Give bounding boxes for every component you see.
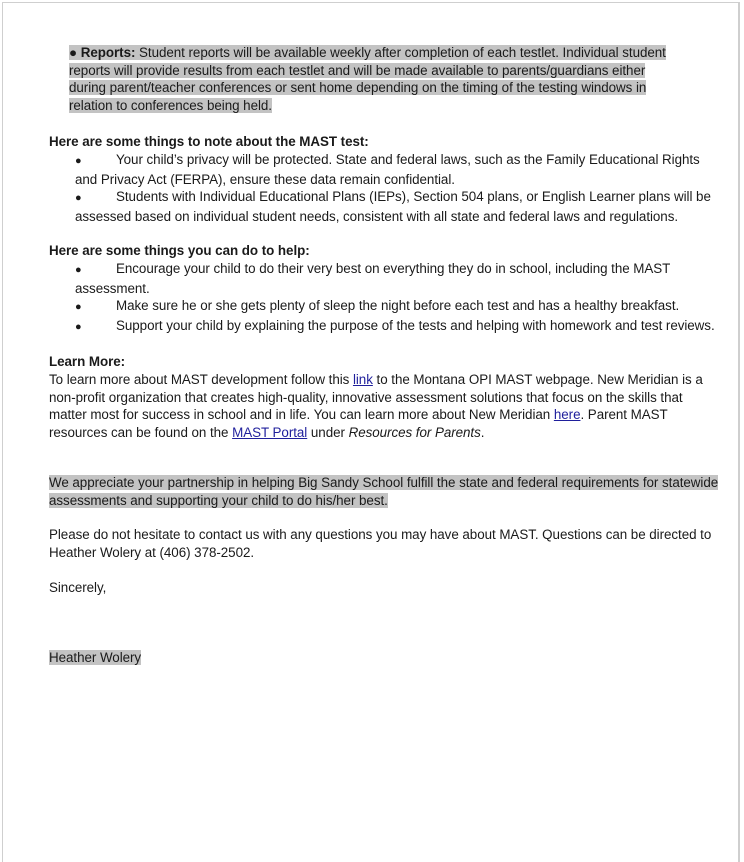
reports-text: Student reports will be available weekly after completion of each testlet. Individual student reports will provide results from each testlet and will be made available to parents/guardians either during parent/teacher conferences or sent home depending on the timing of the testing windows in relation to conferences being held. <box>69 45 666 113</box>
list-item <box>75 297 719 317</box>
learn-more-heading: Learn More: <box>49 354 126 370</box>
resources-for-parents-text: Resources for Parents <box>348 424 481 440</box>
signature-name: Heather Wolery <box>49 650 142 666</box>
learn-more-text-4: under <box>307 424 349 440</box>
learn-more-text-2: to the Montana OPI MAST webpage. New Meridian is a non-profit organization that creates high-quality, innovative assessment solutions that focus on the skills that matter most for success in school and in life. You can learn more about New Meridian <box>49 371 703 423</box>
bullet-icon: ● <box>75 320 82 333</box>
reports-paragraph <box>69 44 681 114</box>
signature <box>49 649 719 667</box>
list-item-text: Your child’s privacy will be protected. State and federal laws, such as the Family Educational Rights and Privacy Act (FERPA), ensure these data remain confidential. <box>75 151 700 187</box>
list-item <box>75 260 719 297</box>
learn-more-text-3: . Parent MAST resources can be found on the <box>49 407 668 440</box>
list-item-text: Make sure he or she gets plenty of sleep the night before each test and has a healthy breakfast. <box>116 298 680 314</box>
bullet-icon: ● <box>75 192 82 205</box>
mast-portal-link[interactable]: MAST Portal <box>232 424 308 440</box>
sincerely-text: Sincerely, <box>49 579 107 595</box>
help-section <box>49 242 719 336</box>
list-item <box>75 317 719 337</box>
list-item-text: Students with Individual Educational Plans (IEPs), Section 504 plans, or English Learner plans will be assessed based on individual student needs, consistent with all state and federal laws and regulations. <box>75 189 711 224</box>
contact-paragraph: Please do not hesitate to contact us with any questions you may have about MAST. Questions can be directed to Heather Wolery at (406) 378-2502. <box>49 527 712 561</box>
bullet-icon: ● <box>75 154 82 167</box>
note-list <box>49 151 719 225</box>
document-page <box>2 2 740 862</box>
list-item <box>75 151 719 188</box>
learn-more-text-1: To learn more about MAST development follow this <box>49 371 353 387</box>
learn-more-paragraph <box>49 371 719 441</box>
document-body <box>49 44 719 667</box>
help-heading: Here are some things you can do to help: <box>49 243 310 259</box>
bullet-icon: ● <box>75 301 82 314</box>
opi-mast-link[interactable]: link <box>352 371 373 387</box>
note-heading: Here are some things to note about the MAST test: <box>49 134 369 150</box>
reports-highlight <box>69 45 666 113</box>
note-section <box>49 133 719 225</box>
reports-label: Reports: <box>80 45 136 60</box>
bullet-icon: ● <box>69 45 78 60</box>
new-meridian-link[interactable]: here <box>553 407 581 423</box>
list-item-text: Encourage your child to do their very best on everything they do in school, including the MAST assessment. <box>75 260 671 296</box>
learn-more-text-5: . <box>480 424 485 440</box>
bullet-icon: ● <box>75 263 82 276</box>
list-item-text: Support your child by explaining the purpose of the tests and helping with homework and test reviews. <box>116 317 715 333</box>
help-list <box>49 260 719 336</box>
learn-more-section <box>49 353 719 441</box>
list-item <box>75 188 719 225</box>
closing-text: We appreciate your partnership in helping Big Sandy School fulfill the state and federal requirements for statewide assessments and supporting your child to do his/her best. <box>49 475 719 508</box>
closing-paragraph <box>49 474 719 509</box>
